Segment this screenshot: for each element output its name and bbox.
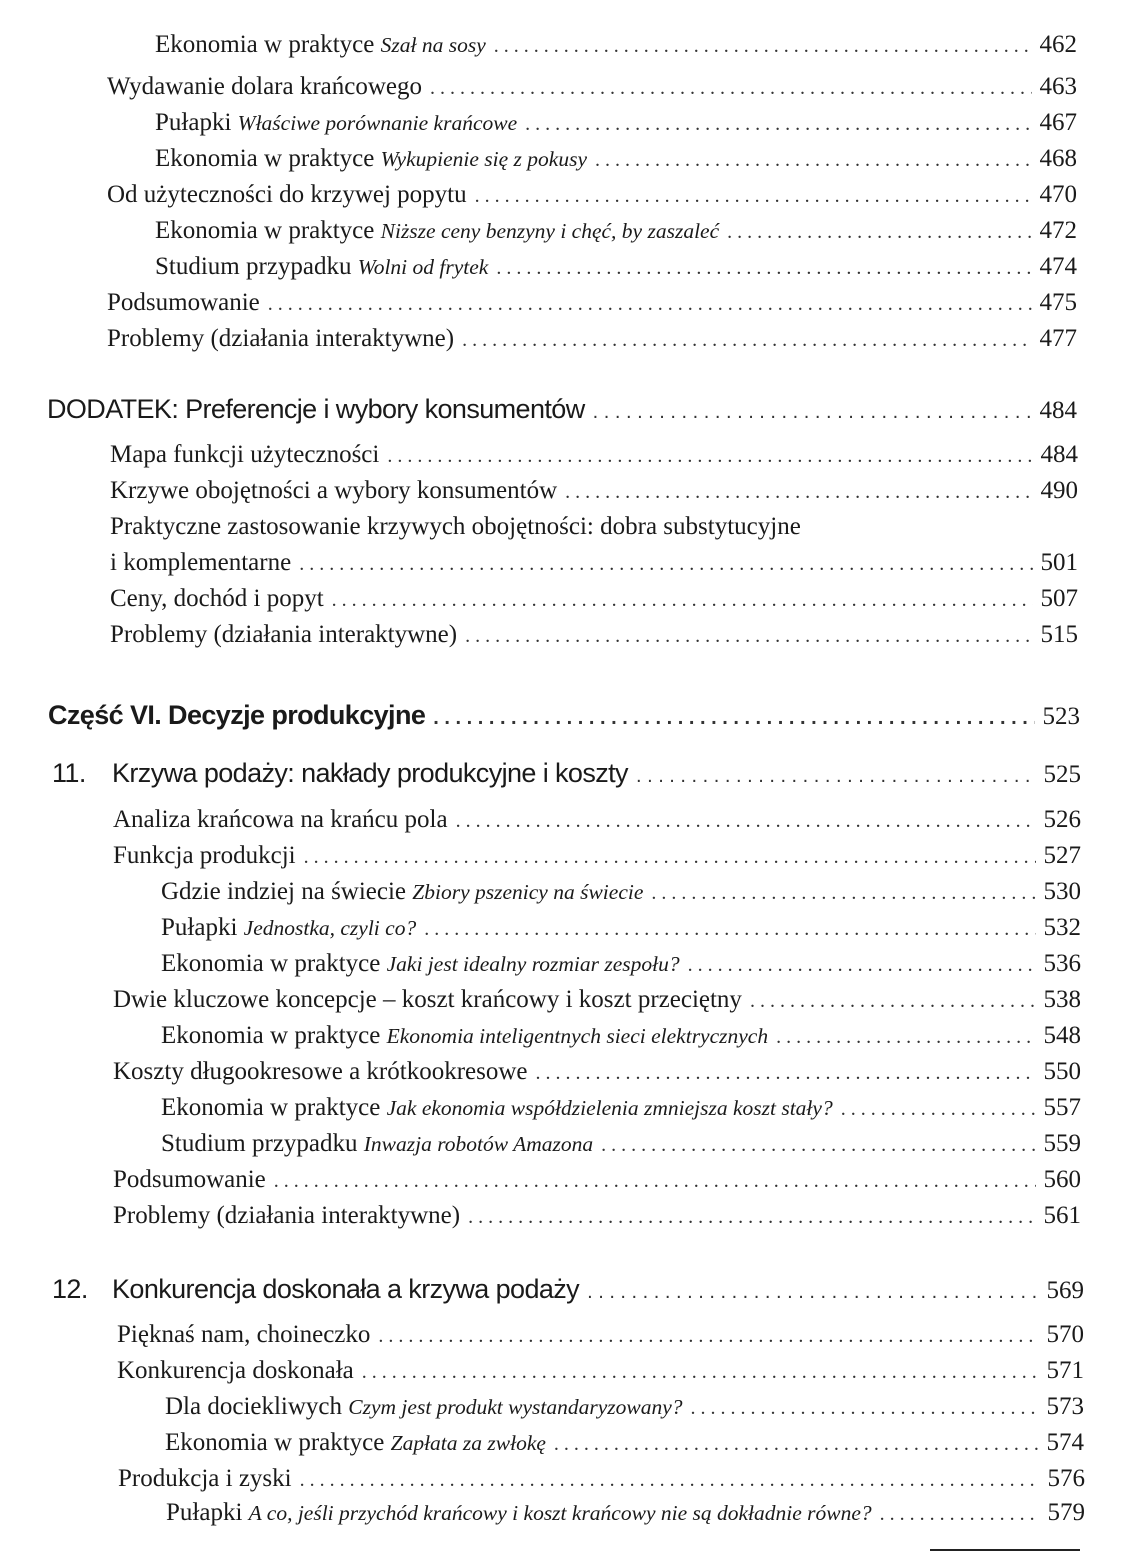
dot-leader bbox=[430, 71, 1031, 105]
toc-entry bbox=[113, 1163, 1081, 1197]
page-number: 536 bbox=[1043, 950, 1081, 977]
entry-prefix: Pięknaś nam, choineczko bbox=[117, 1321, 371, 1348]
page-number: 472 bbox=[1039, 217, 1077, 244]
page-number: 468 bbox=[1039, 145, 1077, 172]
page-number: 557 bbox=[1043, 1094, 1081, 1121]
page-number: 538 bbox=[1043, 986, 1081, 1013]
toc-entry bbox=[165, 1390, 1084, 1424]
toc-entry bbox=[161, 1127, 1081, 1161]
entry-prefix: Pułapki bbox=[155, 109, 232, 136]
toc-entry bbox=[161, 911, 1081, 945]
entry-prefix: Dla dociekliwych bbox=[165, 1393, 343, 1420]
page-number: 532 bbox=[1043, 914, 1081, 941]
chapter-heading bbox=[52, 1272, 1084, 1306]
page-number: 490 bbox=[1040, 477, 1078, 504]
page-number: 526 bbox=[1043, 806, 1081, 833]
page-number: 523 bbox=[1042, 703, 1080, 730]
chapter-heading bbox=[52, 756, 1081, 790]
page-number: 560 bbox=[1043, 1166, 1081, 1193]
page-number: 501 bbox=[1040, 549, 1078, 576]
toc-entry bbox=[161, 875, 1081, 909]
page-number: 569 bbox=[1046, 1277, 1084, 1304]
dot-leader bbox=[536, 1056, 1036, 1090]
page-number: 463 bbox=[1039, 73, 1077, 100]
dot-leader bbox=[593, 395, 1032, 429]
entry-title: A co, jeśli przychód krańcowy i koszt krańcowy nie są dokładnie równe? bbox=[248, 1501, 872, 1525]
toc-entry bbox=[113, 839, 1081, 873]
dot-leader bbox=[651, 876, 1035, 910]
dot-leader bbox=[268, 287, 1032, 321]
dot-leader bbox=[433, 701, 1034, 735]
entry-first-line: Praktyczne zastosowanie krzywych obojętności: dobra substytucyjne bbox=[110, 513, 801, 540]
dot-leader bbox=[468, 1200, 1035, 1234]
dot-leader bbox=[636, 759, 1036, 793]
entry-prefix: Produkcja i zyski bbox=[118, 1465, 292, 1492]
toc-entry bbox=[117, 1354, 1084, 1388]
toc-entry bbox=[118, 1462, 1085, 1496]
entry-prefix: Pułapki bbox=[161, 914, 238, 941]
toc-entry bbox=[110, 618, 1078, 652]
entry-prefix: Funkcja produkcji bbox=[113, 842, 296, 869]
dot-leader bbox=[274, 1164, 1036, 1198]
entry-title: Jednostka, czyli co? bbox=[243, 916, 417, 940]
page-number: 571 bbox=[1046, 1357, 1084, 1384]
entry-prefix: Część VI. Decyzje produkcyjne bbox=[48, 700, 426, 730]
entry-title: Zapłata za zwłokę bbox=[390, 1431, 546, 1455]
dot-leader bbox=[304, 840, 1036, 874]
entry-title: Wykupienie się z pokusy bbox=[380, 147, 588, 171]
toc-entry bbox=[113, 803, 1081, 837]
page-number: 550 bbox=[1043, 1058, 1081, 1085]
dot-leader bbox=[456, 804, 1036, 838]
chapter-number: 12. bbox=[52, 1274, 88, 1304]
dot-leader bbox=[299, 547, 1032, 581]
page-number: 576 bbox=[1047, 1465, 1085, 1492]
entry-prefix: Gdzie indziej na świecie bbox=[161, 878, 407, 905]
entry-prefix: Studium przypadku bbox=[155, 253, 352, 280]
page-number: 561 bbox=[1043, 1202, 1081, 1229]
entry-prefix: Konkurencja doskonała bbox=[117, 1357, 354, 1384]
toc-entry bbox=[113, 983, 1081, 1017]
dot-leader bbox=[688, 948, 1036, 982]
entry-prefix: Ekonomia w praktyce bbox=[155, 217, 375, 244]
entry-title: Zbiory pszenicy na świecie bbox=[412, 880, 644, 904]
entry-title: Niższe ceny benzyny i chęć, by zaszaleć bbox=[380, 219, 720, 243]
page-number: 573 bbox=[1046, 1393, 1084, 1420]
toc-entry bbox=[107, 322, 1077, 356]
page-number: 467 bbox=[1039, 109, 1077, 136]
entry-prefix: Ekonomia w praktyce bbox=[155, 31, 375, 58]
page-number: 525 bbox=[1043, 761, 1081, 788]
entry-title: Szał na sosy bbox=[380, 33, 486, 57]
entry-prefix: Ekonomia w praktyce bbox=[161, 1094, 381, 1121]
toc-entry bbox=[155, 142, 1077, 176]
dot-leader bbox=[496, 251, 1031, 285]
dot-leader bbox=[880, 1497, 1040, 1531]
page-number: 530 bbox=[1043, 878, 1081, 905]
dot-leader bbox=[554, 1427, 1039, 1461]
dot-leader bbox=[462, 323, 1031, 357]
entry-title: Inwazja robotów Amazona bbox=[363, 1132, 594, 1156]
dot-leader bbox=[378, 1319, 1038, 1353]
page-number: 477 bbox=[1039, 325, 1077, 352]
part-heading bbox=[48, 698, 1080, 732]
toc-entry bbox=[110, 474, 1078, 508]
toc-entry bbox=[155, 28, 1077, 62]
entry-prefix: Krzywa podaży: nakłady produkcyjne i koszty bbox=[112, 758, 628, 788]
dot-leader bbox=[776, 1020, 1035, 1054]
page-number: 548 bbox=[1043, 1022, 1081, 1049]
toc-entry bbox=[110, 546, 1078, 580]
entry-prefix: Podsumowanie bbox=[113, 1166, 266, 1193]
entry-prefix: Ekonomia w praktyce bbox=[161, 1022, 381, 1049]
dot-leader bbox=[601, 1128, 1035, 1162]
toc-entry bbox=[113, 1055, 1081, 1089]
toc-entry bbox=[110, 438, 1078, 472]
toc-entry bbox=[155, 214, 1077, 248]
entry-prefix: Problemy (działania interaktywne) bbox=[107, 325, 455, 352]
appendix-heading bbox=[47, 392, 1077, 426]
entry-prefix: Ekonomia w praktyce bbox=[165, 1429, 385, 1456]
page-number: 475 bbox=[1039, 289, 1077, 316]
entry-prefix: i komplementarne bbox=[110, 549, 292, 576]
page-number: 574 bbox=[1046, 1429, 1084, 1456]
chapter-number: 11. bbox=[52, 758, 86, 788]
page-number: 527 bbox=[1043, 842, 1081, 869]
entry-prefix: Mapa funkcji użyteczności bbox=[110, 441, 380, 468]
toc-entry bbox=[107, 178, 1077, 212]
dot-leader bbox=[465, 619, 1032, 653]
entry-title: Wolni od frytek bbox=[357, 255, 489, 279]
dot-leader bbox=[387, 439, 1032, 473]
toc-entry bbox=[107, 70, 1077, 104]
dot-leader bbox=[362, 1355, 1039, 1389]
toc-entry bbox=[113, 1199, 1081, 1233]
entry-prefix: Od użyteczności do krzywej popytu bbox=[107, 181, 467, 208]
bottom-rule bbox=[930, 1549, 1080, 1551]
dot-leader bbox=[300, 1463, 1040, 1497]
page-number: 474 bbox=[1039, 253, 1077, 280]
toc-entry bbox=[161, 1019, 1081, 1053]
entry-title: Ekonomia inteligentnych sieci elektrycznych bbox=[386, 1024, 769, 1048]
dot-leader bbox=[587, 1275, 1038, 1309]
entry-prefix: Podsumowanie bbox=[107, 289, 260, 316]
entry-prefix: Analiza krańcowa na krańcu pola bbox=[113, 806, 448, 833]
page-number: 507 bbox=[1040, 585, 1078, 612]
page-number: 484 bbox=[1040, 441, 1078, 468]
entry-prefix: Problemy (działania interaktywne) bbox=[110, 621, 458, 648]
entry-prefix: DODATEK: Preferencje i wybory konsumentów bbox=[47, 394, 585, 424]
dot-leader bbox=[475, 179, 1032, 213]
dot-leader bbox=[525, 107, 1031, 141]
dot-leader bbox=[691, 1391, 1039, 1425]
page-number: 484 bbox=[1039, 397, 1077, 424]
dot-leader bbox=[750, 984, 1036, 1018]
page-number: 579 bbox=[1047, 1499, 1085, 1526]
toc-entry bbox=[161, 947, 1081, 981]
page-number: 470 bbox=[1039, 181, 1077, 208]
entry-title: Właściwe porównanie krańcowe bbox=[237, 111, 518, 135]
toc-entry bbox=[161, 1091, 1081, 1125]
entry-prefix: Pułapki bbox=[166, 1499, 243, 1526]
dot-leader bbox=[595, 143, 1031, 177]
entry-title: Jaki jest idealny rozmiar zespołu? bbox=[386, 952, 680, 976]
entry-prefix: Wydawanie dolara krańcowego bbox=[107, 73, 423, 100]
toc-entry bbox=[107, 286, 1077, 320]
page-number: 515 bbox=[1040, 621, 1078, 648]
entry-prefix: Konkurencja doskonała a krzywa podaży bbox=[112, 1274, 580, 1304]
entry-prefix: Ceny, dochód i popyt bbox=[110, 585, 324, 612]
dot-leader bbox=[727, 215, 1031, 249]
entry-prefix: Ekonomia w praktyce bbox=[155, 145, 375, 172]
entry-prefix: Studium przypadku bbox=[161, 1130, 358, 1157]
toc-entry bbox=[166, 1496, 1085, 1530]
entry-prefix: Koszty długookresowe a krótkookresowe bbox=[113, 1058, 528, 1085]
dot-leader bbox=[841, 1092, 1036, 1126]
toc-entry bbox=[165, 1426, 1084, 1460]
entry-prefix: Problemy (działania interaktywne) bbox=[113, 1202, 461, 1229]
toc-entry bbox=[110, 582, 1078, 616]
entry-prefix: Krzywe obojętności a wybory konsumentów bbox=[110, 477, 558, 504]
entry-prefix: Ekonomia w praktyce bbox=[161, 950, 381, 977]
entry-title: Czym jest produkt wystandaryzowany? bbox=[348, 1395, 683, 1419]
toc-entry bbox=[155, 106, 1077, 140]
entry-title: Jak ekonomia współdzielenia zmniejsza koszt stały? bbox=[386, 1096, 833, 1120]
page-number: 570 bbox=[1046, 1321, 1084, 1348]
dot-leader bbox=[424, 912, 1035, 946]
page-number: 559 bbox=[1043, 1130, 1081, 1157]
toc-entry bbox=[155, 250, 1077, 284]
toc-entry bbox=[117, 1318, 1084, 1352]
dot-leader bbox=[332, 583, 1033, 617]
page-number: 462 bbox=[1039, 31, 1077, 58]
entry-prefix: Dwie kluczowe koncepcje – koszt krańcowy i koszt przeciętny bbox=[113, 986, 742, 1013]
dot-leader bbox=[494, 29, 1032, 63]
dot-leader bbox=[565, 475, 1032, 509]
